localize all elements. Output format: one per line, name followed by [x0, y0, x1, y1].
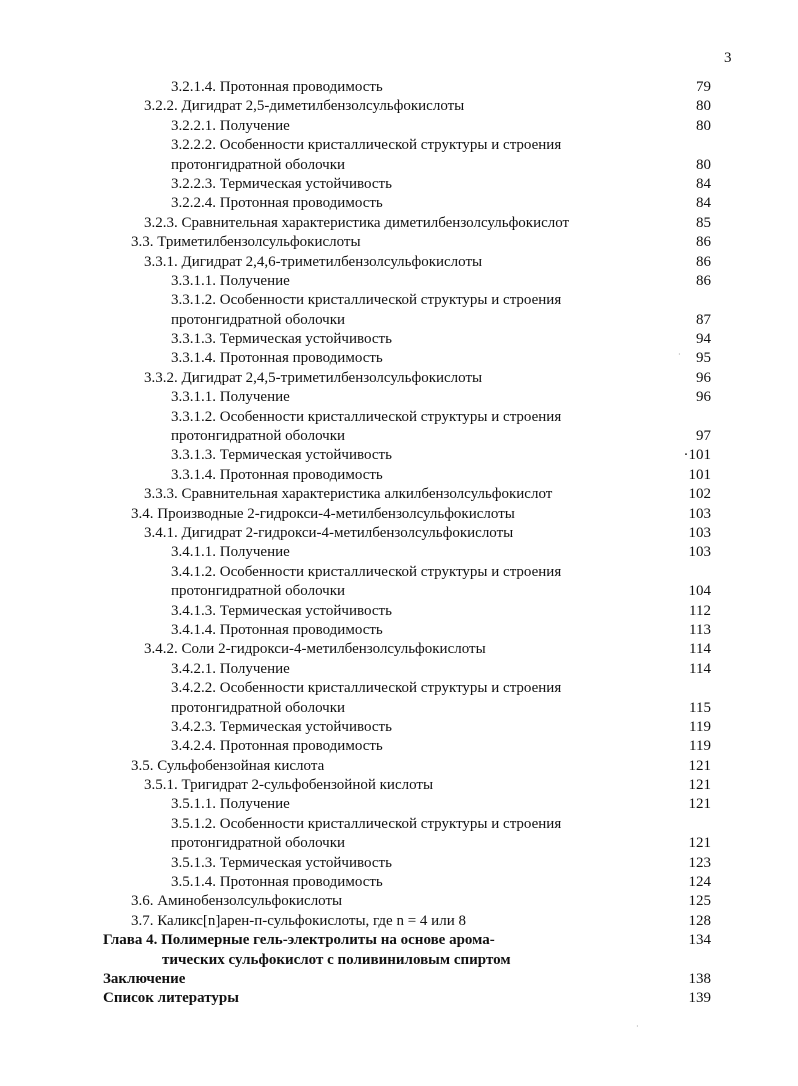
toc-entry-page: 97	[696, 428, 711, 445]
toc-entry-title: 3.3.1.1. Получение	[171, 389, 290, 406]
toc-entry-title: 3.2.3. Сравнительная характеристика диметилбензолсульфокислот	[144, 214, 570, 231]
toc-entry-page: 80	[696, 117, 711, 134]
toc-entry-page: 128	[688, 912, 711, 929]
toc-entry	[0, 136, 798, 155]
toc-entry	[0, 873, 798, 892]
toc-entry	[0, 175, 798, 194]
toc-entry-title: 3.5.1.4. Протонная проводимость	[171, 874, 383, 891]
toc-entry-title: 3.6. Аминобензолсульфокислоты	[131, 893, 343, 910]
toc-entry-page: 84	[696, 175, 711, 192]
toc-entry	[0, 253, 798, 272]
toc-entry-title: 3.4. Производные 2-гидрокси-4-метилбензолсульфокислоты	[131, 505, 515, 522]
toc-entry-title: протонгидратной оболочки	[171, 583, 346, 600]
toc-entry-page: 94	[696, 331, 711, 348]
page-number: 3	[724, 50, 732, 66]
toc-entry-title: 3.2.2. Дигидрат 2,5-диметилбензолсульфокислоты	[144, 98, 465, 115]
toc-entry-title: протонгидратной оболочки	[171, 835, 346, 852]
toc-entry	[0, 699, 798, 718]
toc-entry-page: 114	[689, 660, 711, 677]
toc-entry	[0, 737, 798, 756]
toc-entry	[0, 795, 798, 814]
toc-entry	[0, 524, 798, 543]
toc-entry-title: тических сульфокислот с поливиниловым спиртом	[162, 951, 511, 968]
table-of-contents	[0, 78, 798, 1009]
toc-entry-page: 104	[688, 583, 711, 600]
toc-entry	[0, 892, 798, 911]
toc-entry-page: 95	[696, 350, 711, 367]
toc-entry-title: 3.4.2.2. Особенности кристаллической структуры и строения	[171, 680, 562, 697]
toc-entry	[0, 563, 798, 582]
toc-entry-page: 102	[688, 486, 711, 503]
toc-entry	[0, 912, 798, 931]
toc-entry	[0, 776, 798, 795]
toc-entry-title: 3.2.2.3. Термическая устойчивость	[171, 175, 392, 192]
toc-entry-page: 86	[696, 234, 711, 251]
toc-entry-page: 114	[689, 641, 711, 658]
toc-entry	[0, 311, 798, 330]
toc-entry	[0, 427, 798, 446]
toc-entry	[0, 931, 798, 950]
toc-entry-title: 3.3.1.4. Протонная проводимость	[171, 466, 383, 483]
toc-entry	[0, 718, 798, 737]
toc-entry	[0, 117, 798, 136]
toc-entry	[0, 543, 798, 562]
toc-entry-title: 3.4.1.3. Термическая устойчивость	[171, 602, 392, 619]
toc-entry-title: Список литературы	[103, 990, 239, 1007]
toc-entry-title: протонгидратной оболочки	[171, 156, 346, 173]
toc-entry-title: 3.3.1.3. Термическая устойчивость	[171, 447, 392, 464]
toc-entry-title: 3.4.2. Соли 2-гидрокси-4-метилбензолсульфокислоты	[144, 641, 486, 658]
toc-entry-title: 3.3.3. Сравнительная характеристика алкилбензолсульфокислот	[144, 486, 553, 503]
toc-entry-page: 80	[696, 98, 711, 115]
toc-entry-page: 124	[688, 874, 711, 891]
toc-entry-page: 121	[688, 796, 711, 813]
scan-speck: ·	[678, 350, 681, 359]
toc-entry	[0, 466, 798, 485]
toc-entry-title: 3.2.2.1. Получение	[171, 117, 290, 134]
toc-entry-page: 139	[688, 990, 711, 1007]
toc-entry	[0, 679, 798, 698]
toc-entry-title: 3.3.1. Дигидрат 2,4,6-триметилбензолсульфокислоты	[144, 253, 483, 270]
toc-entry-page: 80	[696, 156, 711, 173]
toc-entry	[0, 970, 798, 989]
toc-entry-title: 3.3.2. Дигидрат 2,4,5-триметилбензолсульфокислоты	[144, 369, 483, 386]
toc-entry	[0, 272, 798, 291]
toc-entry	[0, 582, 798, 601]
toc-entry-page: 119	[689, 738, 711, 755]
toc-entry	[0, 388, 798, 407]
toc-entry-page: 103	[688, 505, 711, 522]
toc-entry-title: 3.3.1.2. Особенности кристаллической структуры и строения	[171, 408, 562, 425]
toc-entry-title: протонгидратной оболочки	[171, 699, 346, 716]
toc-entry-page: 79	[696, 79, 711, 95]
toc-entry-title: Заключение	[103, 970, 186, 987]
toc-entry	[0, 757, 798, 776]
toc-entry-title: 3.3.1.2. Особенности кристаллической структуры и строения	[171, 292, 562, 309]
toc-entry-title: 3.3.1.4. Протонная проводимость	[171, 350, 383, 367]
toc-entry-title: 3.5. Сульфобензойная кислота	[131, 757, 325, 774]
toc-entry-title: 3.2.2.2. Особенности кристаллической структуры и строения	[171, 137, 562, 154]
toc-entry-title: 3.2.1.4. Протонная проводимость	[171, 79, 383, 95]
toc-entry-page: 123	[688, 854, 711, 871]
toc-entry	[0, 97, 798, 116]
toc-entry	[0, 291, 798, 310]
toc-entry-title: 3.2.2.4. Протонная проводимость	[171, 195, 383, 212]
toc-entry-title: 3.3.1.1. Получение	[171, 272, 290, 289]
toc-entry	[0, 78, 798, 97]
toc-entry-page: 85	[696, 214, 711, 231]
toc-entry-page: 96	[696, 389, 711, 406]
toc-entry-title: 3.3. Триметилбензолсульфокислоты	[131, 234, 361, 251]
scan-speck: ·	[636, 1022, 639, 1031]
toc-entry	[0, 233, 798, 252]
toc-entry-page: 119	[689, 718, 711, 735]
toc-entry-page: 103	[688, 544, 711, 561]
toc-entry	[0, 834, 798, 853]
toc-entry-title: 3.5.1.1. Получение	[171, 796, 290, 813]
toc-entry-title: 3.7. Каликс[n]арен-п-сульфокислоты, где n = 4 или 8	[131, 912, 466, 929]
toc-entry	[0, 369, 798, 388]
toc-entry-page: ·101	[683, 447, 711, 464]
toc-entry-title: 3.4.2.1. Получение	[171, 660, 290, 677]
toc-entry-page: 121	[688, 757, 711, 774]
toc-entry-page: 101	[688, 466, 711, 483]
toc-entry	[0, 330, 798, 349]
toc-entry	[0, 214, 798, 233]
toc-entry	[0, 621, 798, 640]
toc-entry	[0, 446, 798, 465]
toc-entry-title: протонгидратной оболочки	[171, 311, 346, 328]
toc-entry-page: 87	[696, 311, 711, 328]
toc-entry	[0, 194, 798, 213]
toc-entry-title: Глава 4. Полимерные гель-электролиты на основе арома-	[103, 932, 495, 949]
toc-entry	[0, 408, 798, 427]
toc-entry-page: 84	[696, 195, 711, 212]
toc-entry-title: 3.5.1.3. Термическая устойчивость	[171, 854, 392, 871]
toc-entry-title: протонгидратной оболочки	[171, 428, 346, 445]
toc-entry	[0, 505, 798, 524]
toc-entry-title: 3.5.1.2. Особенности кристаллической структуры и строения	[171, 815, 562, 832]
toc-entry	[0, 485, 798, 504]
toc-entry	[0, 156, 798, 175]
toc-entry-title: 3.4.1.1. Получение	[171, 544, 290, 561]
toc-entry-page: 138	[688, 970, 711, 987]
toc-entry-title: 3.4.1. Дигидрат 2-гидрокси-4-метилбензолсульфокислоты	[144, 524, 514, 541]
toc-entry-page: 121	[688, 835, 711, 852]
toc-entry	[0, 951, 798, 970]
toc-entry-page: 125	[688, 893, 711, 910]
toc-entry-page: 96	[696, 369, 711, 386]
toc-entry-page: 121	[688, 777, 711, 794]
toc-entry	[0, 640, 798, 659]
toc-entry-title: 3.4.1.2. Особенности кристаллической структуры и строения	[171, 563, 562, 580]
toc-entry-page: 113	[689, 621, 711, 638]
toc-entry-title: 3.4.2.3. Термическая устойчивость	[171, 718, 392, 735]
toc-entry-title: 3.3.1.3. Термическая устойчивость	[171, 331, 392, 348]
toc-entry	[0, 989, 798, 1008]
toc-entry-page: 134	[688, 932, 711, 949]
toc-entry	[0, 660, 798, 679]
toc-entry	[0, 815, 798, 834]
toc-entry-page: 86	[696, 272, 711, 289]
toc-entry-page: 115	[689, 699, 711, 716]
toc-entry	[0, 854, 798, 873]
toc-entry-page: 86	[696, 253, 711, 270]
toc-entry	[0, 602, 798, 621]
toc-entry-page: 103	[688, 524, 711, 541]
toc-entry-page: 112	[689, 602, 711, 619]
toc-entry-title: 3.4.2.4. Протонная проводимость	[171, 738, 383, 755]
toc-entry-title: 3.4.1.4. Протонная проводимость	[171, 621, 383, 638]
toc-entry-title: 3.5.1. Тригидрат 2-сульфобензойной кислоты	[144, 777, 434, 794]
